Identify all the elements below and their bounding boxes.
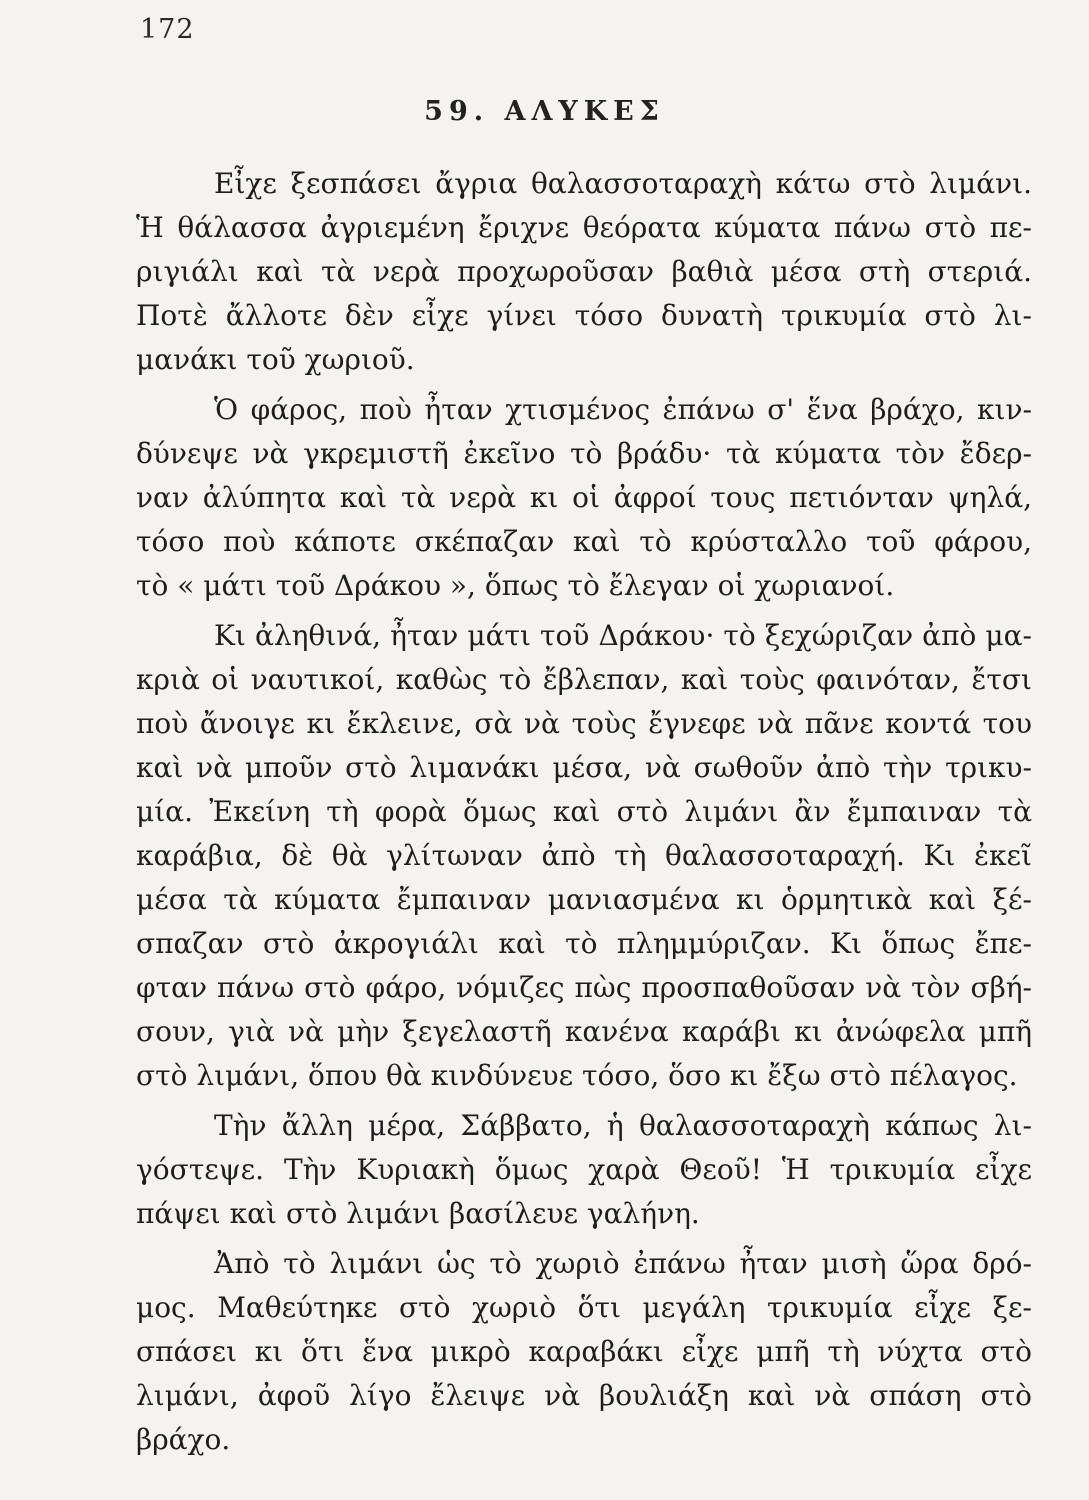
paragraph-5 — [136, 1242, 1032, 1462]
text-line: σπάσει κι ὅτι ἕνα μικρὸ καραβάκι εἶχε μπῆ τὴ νύχτα στὸ — [136, 1335, 1032, 1368]
text-line: Ὁ φάρος, ποὺ ἦταν χτισμένος ἐπάνω σ' ἕνα βράχο, κιν- — [214, 393, 1032, 426]
text-line: Κι ἀληθινά, ἦταν μάτι τοῦ Δράκου· τὸ ξεχώριζαν ἀπὸ μα- — [214, 619, 1032, 652]
text-line: ριγιάλι καὶ τὰ νερὰ προχωροῦσαν βαθιὰ μέσα στὴ στεριά. — [136, 255, 1032, 288]
text-line: μία. Ἐκείνη τὴ φορὰ ὅμως καὶ στὸ λιμάνι ἂν ἔμπαιναν τὰ — [136, 795, 1032, 828]
text-line: τόσο ποὺ κάποτε σκέπαζαν καὶ τὸ κρύσταλλο τοῦ φάρου, — [136, 525, 1032, 558]
text-line: σπαζαν στὸ ἀκρογιάλι καὶ τὸ πλημμύριζαν. Κι ὅπως ἔπε- — [136, 927, 1032, 960]
text-line: σουν, γιὰ νὰ μὴν ξεγελαστῆ κανένα καράβι κι ἀνώφελα μπῆ — [136, 1015, 1032, 1048]
text-line: ποὺ ἄνοιγε κι ἔκλεινε, σὰ νὰ τοὺς ἔγνεφε νὰ πᾶνε κοντά του — [136, 707, 1032, 740]
text-line: βράχο. — [136, 1423, 231, 1456]
paragraph-1 — [136, 162, 1032, 382]
text-line: μανάκι τοῦ χωριοῦ. — [136, 343, 415, 376]
body-text — [136, 162, 1032, 1468]
text-line: καὶ νὰ μποῦν στὸ λιμανάκι μέσα, νὰ σωθοῦν ἀπὸ τὴν τρικυ- — [136, 751, 1032, 784]
text-line: ναν ἀλύπητα καὶ τὰ νερὰ κι οἱ ἀφροί τους πετιόνταν ψηλά, — [136, 481, 1032, 514]
paragraph-4 — [136, 1104, 1032, 1236]
text-line: Ποτὲ ἄλλοτε δὲν εἶχε γίνει τόσο δυνατὴ τρικυμία στὸ λι- — [136, 299, 1032, 332]
text-line: καράβια, δὲ θὰ γλίτωναν ἀπὸ τὴ θαλασσοταραχή. Κι ἐκεῖ — [136, 839, 1032, 872]
text-line: πάψει καὶ στὸ λιμάνι βασίλευε γαλήνη. — [136, 1197, 700, 1230]
text-line: Εἶχε ξεσπάσει ἄγρια θαλασσοταραχὴ κάτω στὸ λιμάνι. — [214, 167, 1032, 200]
paragraph-2 — [136, 388, 1032, 608]
text-line: στὸ λιμάνι, ὅπου θὰ κινδύνευε τόσο, ὅσο κι ἔξω στὸ πέλαγος. — [136, 1059, 1018, 1092]
text-line: τὸ « μάτι τοῦ Δράκου », ὅπως τὸ ἔλεγαν οἱ χωριανοί. — [136, 569, 895, 602]
text-line: Ἀπὸ τὸ λιμάνι ὡς τὸ χωριὸ ἐπάνω ἦταν μισὴ ὥρα δρό- — [214, 1247, 1032, 1280]
text-line: κριὰ οἱ ναυτικοί, καθὼς τὸ ἔβλεπαν, καὶ τοὺς φαινόταν, ἔτσι — [136, 663, 1032, 696]
chapter-title: 59. ΑΛΥΚΕΣ — [424, 96, 665, 127]
text-line: Ἡ θάλασσα ἀγριεμένη ἔριχνε θεόρατα κύματα πάνω στὸ πε- — [136, 211, 1032, 244]
text-line: λιμάνι, ἀφοῦ λίγο ἔλειψε νὰ βουλιάξη καὶ νὰ σπάση στὸ — [136, 1379, 1032, 1412]
text-line: δύνεψε νὰ γκρεμιστῆ ἐκεῖνο τὸ βράδυ· τὰ κύματα τὸν ἔδερ- — [136, 437, 1032, 470]
text-line: Τὴν ἄλλη μέρα, Σάββατο, ἡ θαλασσοταραχὴ κάπως λι- — [214, 1109, 1032, 1142]
text-line: μος. Μαθεύτηκε στὸ χωριὸ ὅτι μεγάλη τρικυμία εἶχε ξε- — [136, 1291, 1032, 1324]
text-line: μέσα τὰ κύματα ἔμπαιναν μανιασμένα κι ὁρμητικὰ καὶ ξέ- — [136, 883, 1032, 916]
paragraph-3 — [136, 614, 1032, 1098]
text-line: γόστεψε. Τὴν Κυριακὴ ὅμως χαρὰ Θεοῦ! Ἡ τρικυμία εἶχε — [136, 1153, 1032, 1186]
text-line: φταν πάνω στὸ φάρο, νόμιζες πὼς προσπαθοῦσαν νὰ τὸν σβή- — [136, 971, 1032, 1004]
page-number: 172 — [140, 14, 195, 45]
